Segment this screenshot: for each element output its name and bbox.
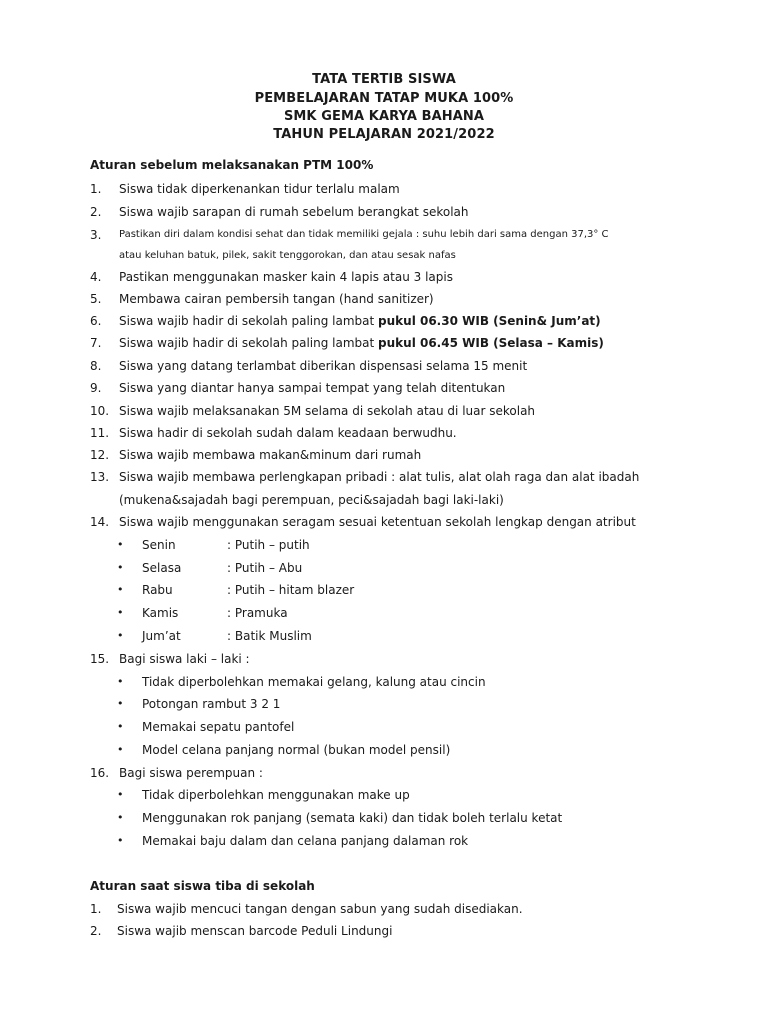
item-text-continued: (mukena&sajadah bagi perempuan, peci&sajadah bagi laki-laki) [119,493,504,507]
item-text: Siswa wajib menggunakan seragam sesuai ketentuan sekolah lengkap dengan atribut [119,515,636,529]
item-text: Siswa wajib membawa perlengkapan pribadi : alat tulis, alat olah raga dan alat ibadah [119,470,640,484]
bullet-icon: • [117,788,124,801]
uniform-day: Senin [142,538,176,552]
uniform-value: : Pramuka [227,606,288,620]
item-number: 8. [90,359,102,373]
item-number: 13. [90,470,110,484]
item-text: Siswa wajib sarapan di rumah sebelum berangkat sekolah [119,205,469,219]
bullet-icon: • [117,583,124,596]
section-title-arrival: Aturan saat siswa tiba di sekolah [90,879,315,893]
item-number: 5. [90,292,102,306]
bullet-icon: • [117,697,124,710]
item-text-continued: atau keluhan batuk, pilek, sakit tenggorokan, dan atau sesak nafas [119,250,456,261]
item-number: 10. [90,404,110,418]
item-text: Pastikan diri dalam kondisi sehat dan tidak memiliki gejala : suhu lebih dari sama dengan 37,3° C [119,229,609,240]
bullet-icon: • [117,629,124,642]
bullet-icon: • [117,834,124,847]
male-rule: Memakai sepatu pantofel [142,720,295,734]
item-number: 7. [90,336,102,350]
uniform-day: Jum’at [142,629,181,643]
item-number: 2. [90,924,102,938]
item-text: Bagi siswa laki – laki : [119,652,250,666]
male-rule: Potongan rambut 3 2 1 [142,697,281,711]
item-number: 4. [90,270,102,284]
item-number: 1. [90,182,102,196]
uniform-value: : Putih – hitam blazer [227,583,355,597]
item-text: Siswa hadir di sekolah sudah dalam keadaan berwudhu. [119,426,457,440]
item-number: 3. [90,228,102,242]
item-number: 15. [90,652,110,666]
doc-title-line-3: SMK GEMA KARYA BAHANA [283,109,485,124]
male-rule: Tidak diperbolehkan memakai gelang, kalung atau cincin [142,675,486,689]
item-number: 14. [90,515,110,529]
item-text-regular: Siswa wajib hadir di sekolah paling lambat [119,314,379,328]
item-text: Siswa wajib mencuci tangan dengan sabun yang sudah disediakan. [117,902,523,916]
uniform-day: Kamis [142,606,179,620]
item-text: Pastikan menggunakan masker kain 4 lapis atau 3 lapis [119,270,453,284]
female-rule: Menggunakan rok panjang (semata kaki) dan tidak boleh terlalu ketat [142,811,563,825]
item-text: Siswa wajib melaksanakan 5M selama di sekolah atau di luar sekolah [119,404,536,418]
item-number: 6. [90,314,102,328]
item-text: Siswa wajib menscan barcode Peduli Lindungi [117,924,393,938]
bullet-icon: • [117,720,124,733]
item-text: Siswa yang datang terlambat diberikan dispensasi selama 15 menit [119,359,528,373]
item-text [119,336,604,350]
bullet-icon: • [117,743,124,756]
bullet-icon: • [117,561,124,574]
bullet-icon: • [117,675,124,688]
item-number: 1. [90,902,102,916]
item-text: Siswa tidak diperkenankan tidur terlalu malam [119,182,400,196]
item-number: 9. [90,381,102,395]
item-number: 12. [90,448,110,462]
section-title-before-ptm: Aturan sebelum melaksanakan PTM 100% [90,158,374,172]
uniform-value: : Batik Muslim [227,629,312,643]
item-text-bold: pukul 06.30 WIB (Senin& Jum’at) [378,314,601,328]
doc-title-line-1: TATA TERTIB SISWA [312,72,456,87]
doc-title-line-4: TAHUN PELAJARAN 2021/2022 [273,127,495,142]
item-text-bold: pukul 06.45 WIB (Selasa – Kamis) [378,336,604,350]
female-rule: Memakai baju dalam dan celana panjang dalaman rok [142,834,469,848]
female-rule: Tidak diperbolehkan menggunakan make up [142,788,410,802]
item-number: 16. [90,766,110,780]
item-text [119,314,601,328]
item-text: Bagi siswa perempuan : [119,766,263,780]
uniform-value: : Putih – putih [227,538,310,552]
item-text: Siswa yang diantar hanya sampai tempat yang telah ditentukan [119,381,506,395]
item-text: Siswa wajib membawa makan&minum dari rumah [119,448,422,462]
male-rule: Model celana panjang normal (bukan model pensil) [142,743,451,757]
bullet-icon: • [117,538,124,551]
uniform-day: Selasa [142,561,182,575]
uniform-day: Rabu [142,583,173,597]
uniform-value: : Putih – Abu [227,561,303,575]
bullet-icon: • [117,811,124,824]
item-text-regular: Siswa wajib hadir di sekolah paling lambat [119,336,379,350]
item-text: Membawa cairan pembersih tangan (hand sanitizer) [119,292,434,306]
item-number: 2. [90,205,102,219]
bullet-icon: • [117,606,124,619]
item-number: 11. [90,426,110,440]
doc-title-line-2: PEMBELAJARAN TATAP MUKA 100% [254,91,514,106]
